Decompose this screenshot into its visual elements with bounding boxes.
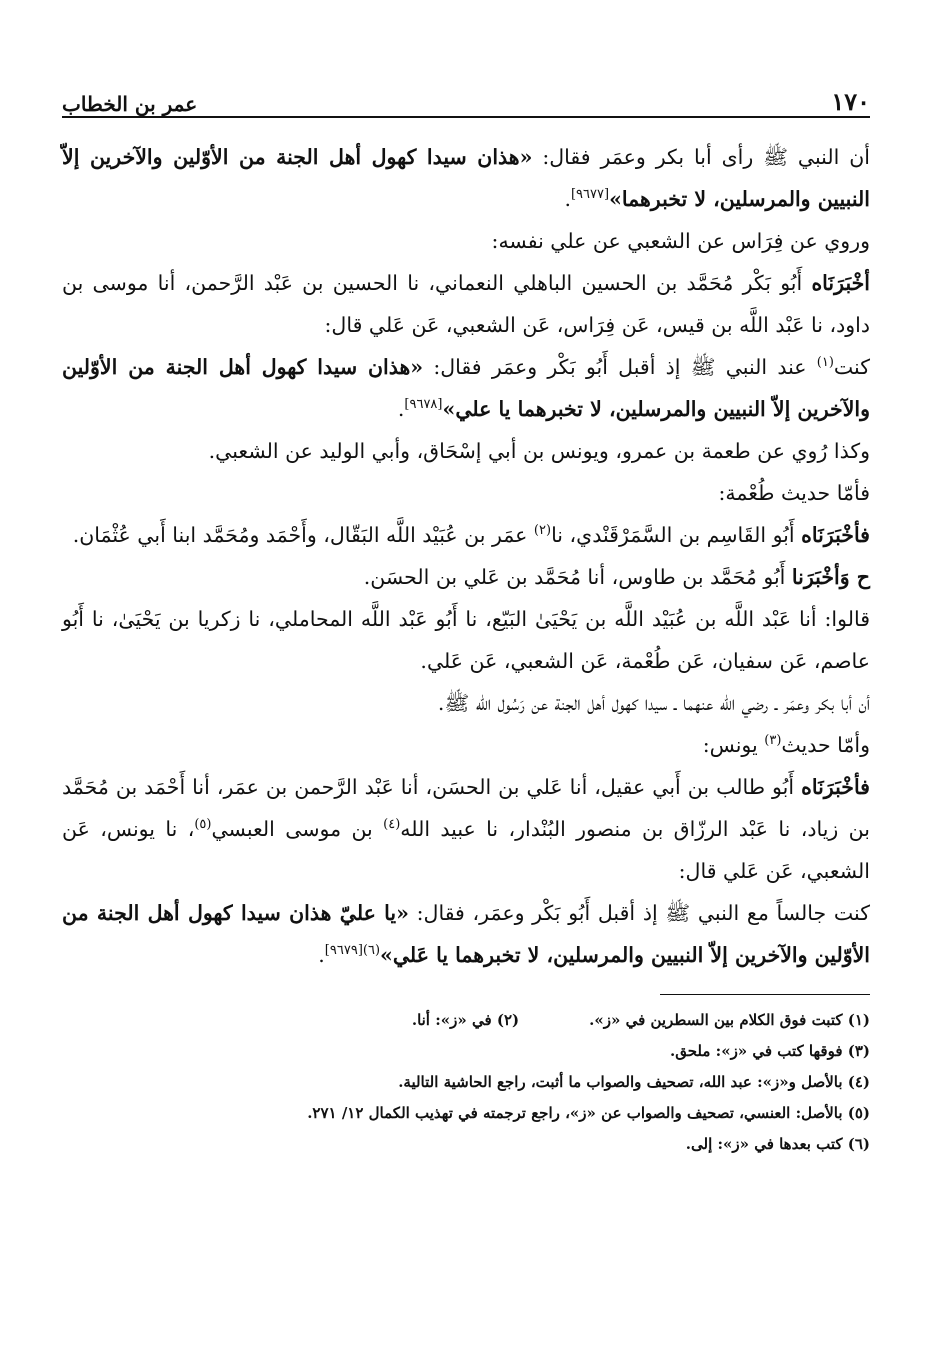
paragraph-13: كنت جالساً مع النبي ﷺ إذ أقبل أَبُو بَكْر وعمَر، فقال: «يا عليّ هذان سيدا كهول أهل الجنة من الأوّلين والآخرين إلاّ النبيين والمرسلين، لا تخبرهما يا عَلي»$^{(٦)[٩٦٧٩]}$. xyxy=(62,901,870,967)
footnote-marker: (١) xyxy=(816,355,834,371)
isnad-opener: أخْبَرَنَاه xyxy=(811,271,870,295)
book-page xyxy=(62,80,870,1160)
footnote-2: (٢) في «ز»: أنا. xyxy=(411,1011,520,1029)
paragraph-12: فأخْبَرَنَاه أَبُو طالب بن أَبي عقيل، أنا عَلي بن الحسَن، أنا عَبْد الرَّحمن بن عمَر، أنا أَحْمَد بن مُحَمَّد بن زياد، نا عَبْد الرزّاق بن منصور البُنْدار، نا عبيد الله$^{(٤)}$ بن موسى العبسي$^{(٥)}$، نا يونس، عَن الشعبي، عَن عَلي قال: xyxy=(62,775,870,883)
paragraph-6: فأمّا حديث طُعْمة: xyxy=(718,481,870,505)
hadith-number: [٩٦٧٧] xyxy=(570,187,610,203)
running-title: عمر بن الخطاب xyxy=(62,92,198,116)
hadith-quote: «هذان سيدا كهول أهل الجنة من الأوّلين والآخرين إلاّ النبيين والمرسلين، لا تخبرهما يا علي» xyxy=(62,355,870,421)
footnotes xyxy=(62,1005,870,1160)
paragraph-9: قالوا: أنا عَبْد اللَّه بن عُبَيْد اللَّه بن يَحْيَىٰ البَيّع، نا أَبُو عَبْد اللَّه المحاملي، نا زكريا بن يَحْيَىٰ، نا أَبُو عاصم، عَن سفيان، عَن طُعْمة، عَن الشعبي، عَن عَلي. xyxy=(62,607,870,673)
paragraph-8: ح وَأخْبَرَنا أَبُو مُحَمَّد بن طاوس، أنا مُحَمَّد بن عَلي بن الحسَن. xyxy=(363,565,870,589)
isnad-opener: ح وَأخْبَرَنا xyxy=(791,565,870,589)
footnote-marker: (٦) xyxy=(362,943,381,959)
paragraph-1: أن النبي ﷺ رأى أبا بكر وعمَر فقال: «هذان سيدا كهول أهل الجنة من الأوّلين والآخرين إلاّ النبيين والمرسلين، لا تخبرهما»[٩٦٧٧]. xyxy=(62,145,870,211)
paragraph-10: أن أبا بكر وعمَر ـ رضي الله عنهما ـ سيدا كهول أهل الجنة عن رَسُول الله ﷺ. xyxy=(437,691,870,715)
hadith-number: [٩٦٧٨] xyxy=(404,397,443,413)
footnote-5: (٥) بالأصل: العنسي، تصحيف والصواب عن «ز»، راجع ترجمته في تهذيب الكمال ١٢/ ٢٧١. xyxy=(307,1104,870,1122)
paragraph-11: وأمّا حديث$^{(٣)}$ يونس: xyxy=(702,733,870,757)
footnote-4: (٤) بالأصل و«ز»: عبد الله، تصحيف والصواب ما أثبت، راجع الحاشية التالية. xyxy=(398,1073,870,1091)
page-number: ١٧٠ xyxy=(831,87,870,116)
hadith-quote: «يا عليّ هذان سيدا كهول أهل الجنة من الأوّلين والآخرين إلاّ النبيين والمرسلين، لا تخبرهما يا عَلي» xyxy=(62,901,870,967)
footnote-marker: (٥) xyxy=(194,817,212,833)
main-text xyxy=(62,136,870,976)
running-header xyxy=(62,80,870,118)
footnote-marker: (٢) xyxy=(533,523,552,539)
paragraph-2: وروي عن فِرَاس عن الشعبي عن علي نفسه: xyxy=(491,229,870,253)
footnote-marker: (٤) xyxy=(383,817,401,833)
paragraph-7: فأخْبَرَنَاه أَبُو القَاسِم بن السَّمَرْقَنْدي، نا$^{(٢)}$ عمَر بن عُبَيْد اللَّه البَقّال، وأَحْمَد ومُحَمَّد ابنا أَبي عُثْمَان. xyxy=(72,523,870,547)
hadith-number: [٩٦٧٩] xyxy=(324,943,363,959)
hadith-quote: «هذان سيدا كهول أهل الجنة من الأوّلين والآخرين إلاّ النبيين والمرسلين، لا تخبرهما» xyxy=(62,145,870,211)
isnad-opener: فأخْبَرَنَاه xyxy=(801,523,870,547)
paragraph-3: أخْبَرَنَاه أَبُو بَكْر مُحَمَّد بن الحسين الباهلي النعماني، نا الحسين بن عَبْد الرَّحمن، أنا موسى بن داود، نا عَبْد اللَّه بن قيس، عَن فِرَاس، عَن الشعبي، عَن عَلي قال: xyxy=(62,271,870,337)
footnote-row xyxy=(62,1005,870,1036)
paragraph-4: كنت$^{(١)}$ عند النبي ﷺ إذ أقبل أَبُو بَكْر وعمَر فقال: «هذان سيدا كهول أهل الجنة من الأوّلين والآخرين إلاّ النبيين والمرسلين، لا تخبرهما يا علي»[٩٦٧٨]. xyxy=(62,355,870,421)
footnote-1: (١) كتبت فوق الكلام بين السطرين في «ز». xyxy=(589,1011,870,1029)
footnote-divider xyxy=(660,994,870,995)
isnad-opener: فأخْبَرَنَاه xyxy=(801,775,870,799)
paragraph-5: وكذا رُوي عن طعمة بن عمرو، ويونس بن أبي إسْحَاق، وأبي الوليد عن الشعبي. xyxy=(208,439,870,463)
footnote-3: (٣) فوقها كتب في «ز»: ملحق. xyxy=(670,1042,870,1060)
footnote-marker: (٣) xyxy=(764,733,782,749)
footnote-6: (٦) كتب بعدها في «ز»: إلى. xyxy=(685,1135,870,1153)
